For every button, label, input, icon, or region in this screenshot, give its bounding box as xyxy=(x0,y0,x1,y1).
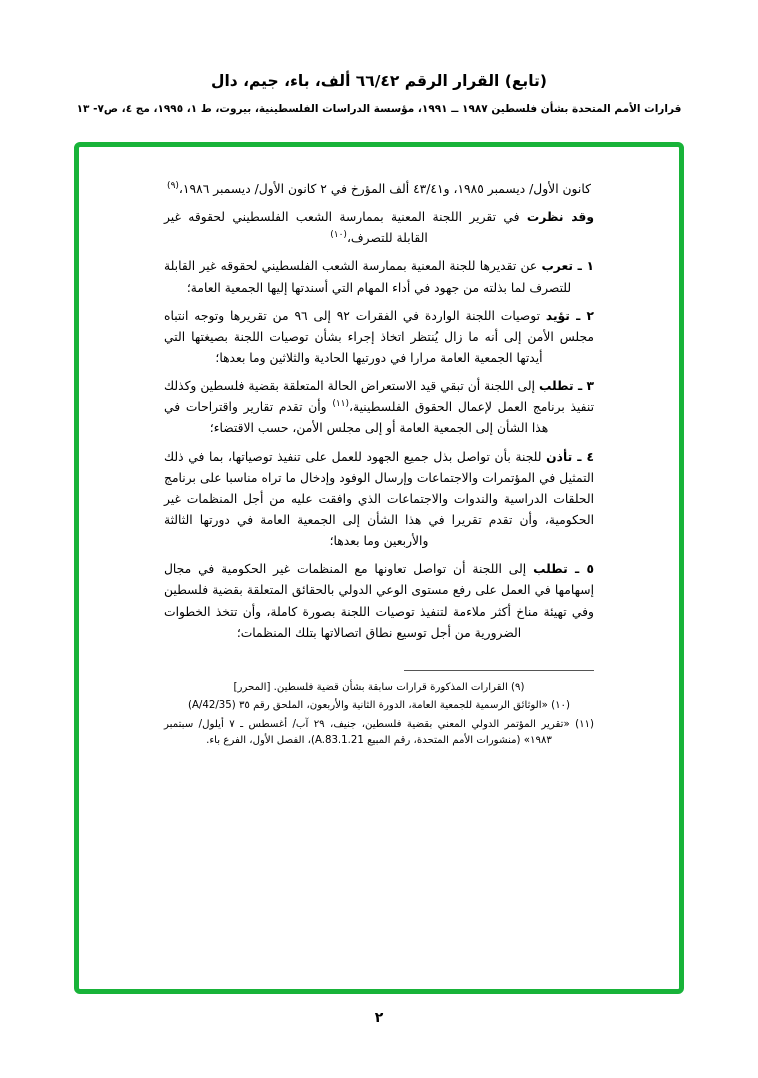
paragraph-text: في تقرير اللجنة المعنية بممارسة الشعب الفلسطيني لحقوقه غير القابلة للتصرف، xyxy=(164,210,527,246)
paragraph-text: كانون الأول/ ديسمبر ١٩٨٥، و٤٣/٤١ ألف المؤرخ في ٢ كانون الأول/ ديسمبر ١٩٨٦، xyxy=(178,182,591,196)
paragraph-continuation xyxy=(164,179,594,200)
paragraph-text: إلى اللجنة أن تبقي قيد الاستعراض الحالة المتعلقة بقضية فلسطين وكذلك تنفيذ برنامج العمل لإعمال الحقوق الفلسطينية، xyxy=(164,379,594,415)
paragraph-3 xyxy=(164,376,594,439)
paragraph-text: للجنة بأن تواصل بذل جميع الجهود للعمل على تنفيذ توصياتها، بما في ذلك التمثيل في المؤتمرات والاجتماعات وإرسال الوفود وإدخال ما تراه مناسبا على برنامج الحلقات الدراسية والندوات والاجتماعات الذي وافقت عليه من أجل المنظمات غير الحكومية، وأن تقدم تقريرا في هذا الشأن إلى الجمعية العامة في دورتها الثالثة والأربعين وما بعدها؛ xyxy=(164,449,594,549)
paragraph-lead: ١ ـ تعرب xyxy=(541,259,594,274)
green-border-frame xyxy=(74,142,684,994)
frame-content xyxy=(79,147,679,989)
body-column xyxy=(164,179,594,750)
page-number: ٢ xyxy=(374,1010,384,1026)
footnote-item: (١٠) «الوثائق الرسمية للجمعية العامة، الدورة الثانية والأربعون، الملحق رقم ٣٥ (A/42/35) xyxy=(187,700,571,712)
paragraph-lead: ٢ ـ تؤيد xyxy=(545,308,594,323)
footnote-item: (١١) «تقرير المؤتمر الدولي المعني بقضية فلسطين، جنيف، ٢٩ آب/ أغسطس ـ ٧ أيلول/ سبتمبر ١٩٨٣» (منشورات الأمم المتحدة، رقم المبيع A.83.1.21)، الفصل الأول، الفرع باء. xyxy=(164,718,594,747)
paragraph-preamble xyxy=(164,207,594,249)
paragraph-text: عن تقديرها للجنة المعنية بممارسة الشعب الفلسطيني لحقوقه غير القابلة للتصرف لما بذلته من جهود في أداء المهام التي أسندتها إليها الجمعية العامة؛ xyxy=(164,259,572,295)
footnote-separator xyxy=(404,670,594,671)
footnote-ref: (١١) xyxy=(332,399,350,410)
footnote-ref: (١٠) xyxy=(330,230,347,241)
footnote-item: (٩) القرارات المذكورة قرارات سابقة بشأن قضية فلسطين. [المحرر] xyxy=(233,681,525,693)
paragraph-lead: وقد نظرت xyxy=(526,210,594,225)
paragraph-lead: ٣ ـ تطلب xyxy=(538,379,594,394)
paragraph-2 xyxy=(164,306,594,369)
paragraph-1 xyxy=(164,256,594,298)
footnote-list xyxy=(164,680,594,750)
paragraph-lead: ٤ ـ تأذن xyxy=(546,449,595,464)
paragraph-4 xyxy=(164,447,594,553)
document-header xyxy=(0,70,758,118)
paragraph-text-after: وأن تقدم تقارير واقتراحات في هذا الشأن إلى الجمعية العامة أو إلى مجلس الأمن، حسب الاقتضاء؛ xyxy=(164,400,549,436)
paragraph-text: إلى اللجنة أن تواصل تعاونها مع المنظمات غير الحكومية في مجال إسهامها في العمل على رفع مستوى الوعي الدولي بالحقائق المتعلقة بقضية فلسطين وفي تهيئة مناخ أكثر ملاءمة لتنفيذ توصيات اللجنة بصورة كاملة، وأن تتخذ الخطوات الضرورية من أجل توسيع نطاق اتصالاتها بتلك المنظمات؛ xyxy=(164,562,594,640)
document-source-line: قرارات الأمم المتحدة بشأن فلسطين ١٩٨٧ ــ ١٩٩١، مؤسسة الدراسات الفلسطينية، بيروت، ط ١، ١٩٩٥، مج ٤، ص٧- ١٣ xyxy=(76,103,682,116)
footnote-ref: (٩) xyxy=(167,180,179,191)
paragraph-lead: ٥ ـ تطلب xyxy=(533,562,594,577)
document-title: (تابع) القرار الرقم ٦٦/٤٢ ألف، باء، جيم، دال xyxy=(211,72,547,90)
paragraph-5 xyxy=(164,559,594,644)
paragraph-text: توصيات اللجنة الواردة في الفقرات ٩٢ إلى ٩٦ من تقريرها وتوجه انتباه مجلس الأمن إلى أنه ما زال يُنتظر اتخاذ إجراء بشأن توصيات اللجنة بصيغتها التي أيدتها الجمعية العامة مرارا في دورتيها الحادية والثلاثين وما بعدها؛ xyxy=(164,308,594,365)
